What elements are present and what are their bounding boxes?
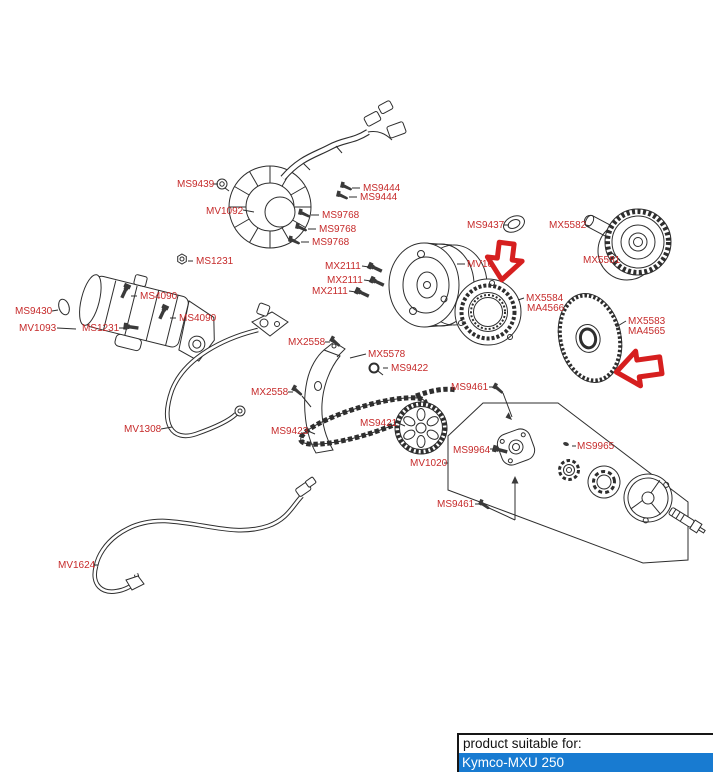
- part-label-ms9422: MS9422: [391, 363, 429, 374]
- part-label-ms9444-2: MS9444: [360, 192, 398, 203]
- part-label-ma4566: MA4566: [527, 303, 565, 314]
- harness-part: [283, 100, 407, 178]
- screw-ms9461-2: [477, 498, 491, 511]
- part-label-mv1308: MV1308: [124, 424, 162, 435]
- starter-clutch-part: [455, 279, 521, 345]
- part-label-mv1093: MV1093: [19, 323, 57, 334]
- part-label-ms9965: MS9965: [577, 441, 615, 452]
- bolt-mx2111-1: [367, 262, 383, 275]
- bolt-mx2111-3: [354, 287, 370, 300]
- part-label-mv1624: MV1624: [58, 560, 96, 571]
- part-label-mx2558-1: MX2558: [288, 337, 326, 348]
- part-label-ms9461-1: MS9461: [451, 382, 489, 393]
- part-label-mv1020: MV1020: [410, 458, 448, 469]
- part-label-ms9461-2: MS9461: [437, 499, 475, 510]
- idler-gear-part: [598, 209, 671, 280]
- part-label-ms9768-3: MS9768: [312, 237, 350, 248]
- part-label-mx5581: MX5581: [583, 255, 621, 266]
- footer-model-highlight: Kymco-MXU 250: [459, 753, 713, 772]
- grommet-part: [217, 179, 229, 191]
- part-label-ms9768-1: MS9768: [322, 210, 360, 221]
- part-label-mx2558-2: MX2558: [251, 387, 289, 398]
- part-label-ma4565: MA4565: [628, 326, 666, 337]
- part-label-ms9768-2: MS9768: [319, 224, 357, 235]
- part-label-ms9964: MS9964: [453, 445, 491, 456]
- part-label-mv10-partial: MV10: [467, 259, 494, 270]
- part-label-ms9444-1: MS9444: [363, 183, 401, 194]
- part-label-mx5584: MX5584: [526, 293, 564, 304]
- part-label-ms9423: MS9423: [271, 426, 309, 437]
- screw-ms9444-2: [335, 190, 350, 201]
- part-label-ms9430: MS9430: [15, 306, 53, 317]
- footer-title: product suitable for:: [463, 736, 582, 751]
- part-label-ms9439: MS9439: [177, 179, 215, 190]
- screw-mx2558-2: [290, 384, 304, 397]
- part-label-ms1231-2: MS1231: [82, 323, 120, 334]
- cam-sprocket-part: [395, 402, 447, 454]
- oil-pump-assembly: [448, 403, 707, 563]
- part-label-mv1092: MV1092: [206, 206, 244, 217]
- part-label-mx2111-2: MX2111: [327, 275, 363, 286]
- product-suitable-box: [457, 733, 713, 772]
- part-label-mx5583: MX5583: [628, 316, 666, 327]
- part-label-ms4090-1: MS4090: [140, 291, 178, 302]
- oring-ms9430-part: [57, 298, 71, 316]
- chain-guide-part: [305, 342, 345, 453]
- part-label-mx5582: MX5582: [549, 220, 587, 231]
- bottom-cable-part: [95, 477, 317, 592]
- part-labels: [15, 179, 666, 571]
- part-label-ms9437: MS9437: [467, 220, 505, 231]
- clip-ms9422-part: [370, 364, 384, 376]
- part-label-ms9421: MS9421: [360, 418, 398, 429]
- part-label-mx2111-3: MX2111: [312, 286, 348, 297]
- screw-ms9444-1: [339, 181, 354, 192]
- part-label-mx2111-1: MX2111: [325, 261, 361, 272]
- nut-ms1231-part: [178, 254, 187, 264]
- part-label-mx5578: MX5578: [368, 349, 406, 360]
- bolt-mx2111-2: [369, 276, 385, 289]
- part-label-ms4090-2: MS4090: [179, 313, 217, 324]
- part-label-ms1231-1: MS1231: [196, 256, 234, 267]
- seal-part: [501, 213, 527, 236]
